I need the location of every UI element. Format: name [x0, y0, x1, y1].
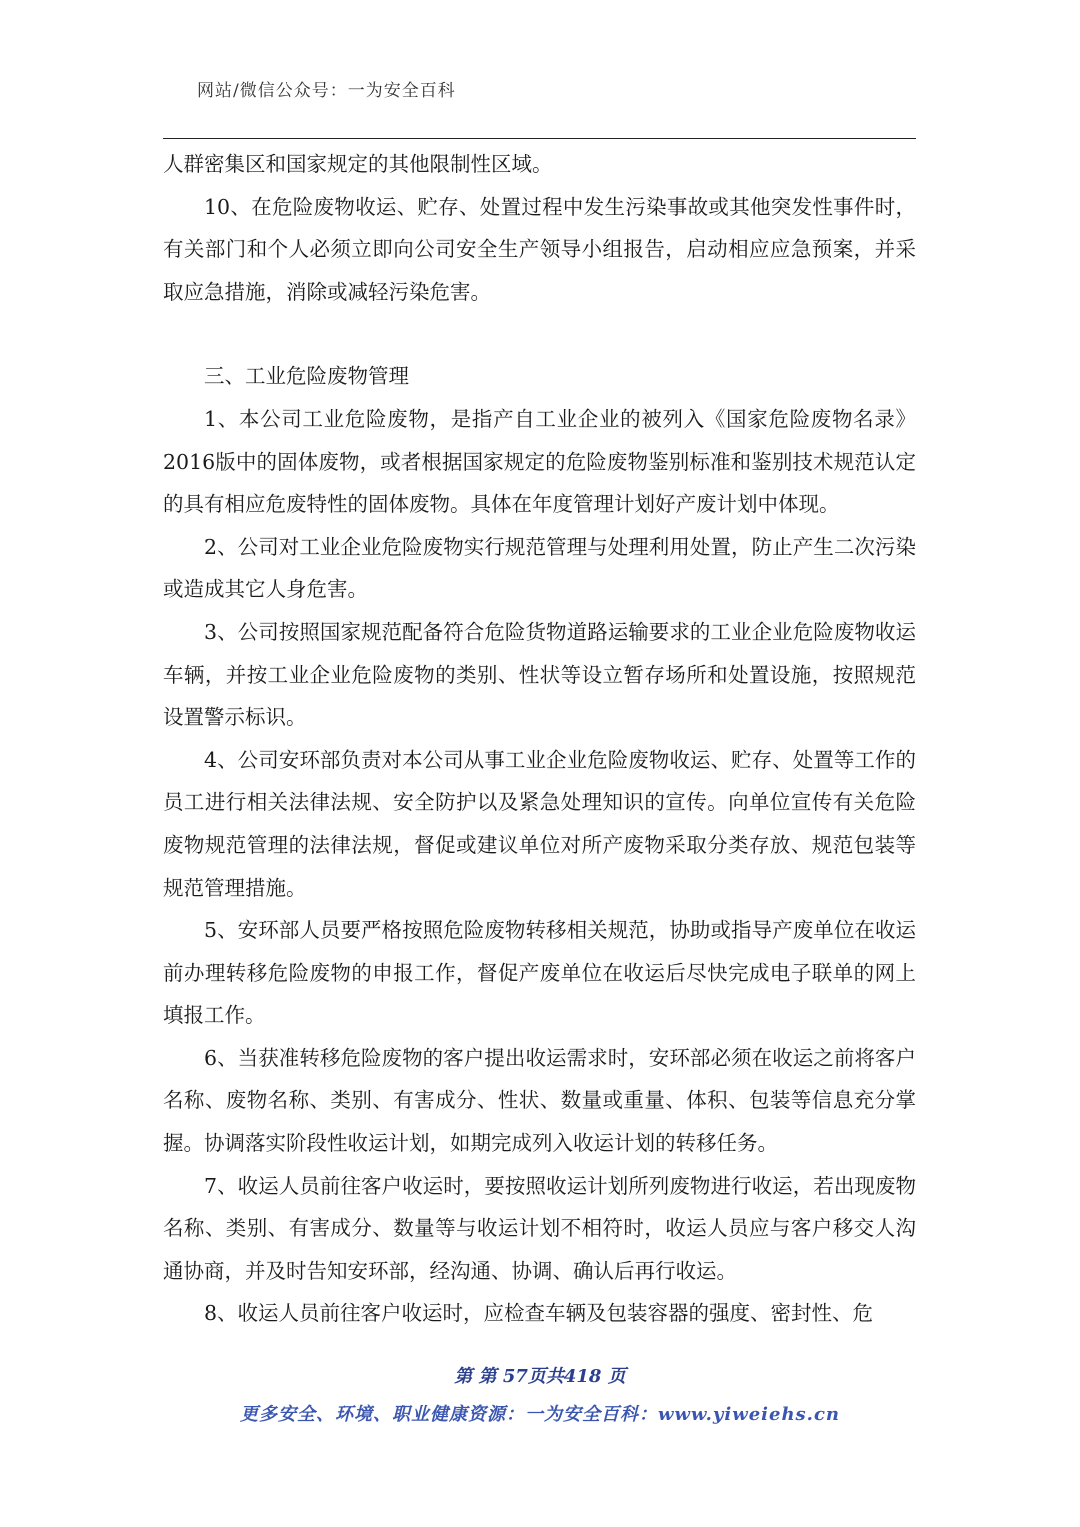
header-divider — [163, 138, 916, 139]
page-number: 第 第 57页共418 页 — [454, 1366, 626, 1387]
paragraph: 2、公司对工业企业危险废物实行规范管理与处理利用处置，防止产生二次污染或造成其它人身危害。 — [163, 534, 916, 602]
paragraph: 1、本公司工业危险废物，是指产自工业企业的被列入《国家危险废物名录》2016版中的固体废物，或者根据国家规定的危险废物鉴别标准和鉴别技术规范认定的具有相应危废特性的固体废物。具体在年度管理计划好产废计划中体现。 — [163, 406, 916, 517]
paragraph: 4、公司安环部负责对本公司从事工业企业危险废物收运、贮存、处置等工作的员工进行相关法律法规、安全防护以及紧急处理知识的宣传。向单位宣传有关危险废物规范管理的法律法规，督促或建议单位对所产废物采取分类存放、规范包装等规范管理措施。 — [163, 747, 916, 900]
paragraph: 7、收运人员前往客户收运时，要按照收运计划所列废物进行收运，若出现废物名称、类别、有害成分、数量等与收运计划不相符时，收运人员应与客户移交人沟通协商，并及时告知安环部，经沟通、协调、确认后再行收运。 — [163, 1173, 916, 1283]
paragraph: 3、公司按照国家规范配备符合危险货物道路运输要求的工业企业危险废物收运车辆，并按工业企业危险废物的类别、性状等设立暂存场所和处置设施，按照规范设置警示标识。 — [163, 619, 916, 730]
footer-website-text: 更多安全、环境、职业健康资源：一为安全百科：www.yiweiehs.cn — [239, 1404, 840, 1425]
paragraph: 5、安环部人员要严格按照危险废物转移相关规范，协助或指导产废单位在收运前办理转移危险废物的申报工作，督促产废单位在收运后尽快完成电子联单的网上填报工作。 — [163, 918, 916, 1028]
paragraph: 10、在危险废物收运、贮存、处置过程中发生污染事故或其他突发性事件时，有关部门和个人必须立即向公司安全生产领导小组报告，启动相应应急预案，并采取应急措施，消除或减轻污染危害。 — [163, 194, 916, 304]
paragraph: 8、收运人员前往客户收运时，应检查车辆及包装容器的强度、密封性、危 — [204, 1301, 874, 1326]
page-header: 网站/微信公众号：一为安全百科 — [197, 81, 456, 101]
document-body — [163, 143, 916, 1335]
section-heading: 三、工业危险废物管理 — [204, 364, 409, 389]
paragraph: 人群密集区和国家规定的其他限制性区域。 — [163, 152, 553, 176]
paragraph: 6、当获准转移危险废物的客户提出收运需求时，安环部必须在收运之前将客户名称、废物名称、类别、有害成分、性状、数量或重量、体积、包装等信息充分掌握。协调落实阶段性收运计划，如期完成列入收运计划的转移任务。 — [163, 1045, 916, 1156]
